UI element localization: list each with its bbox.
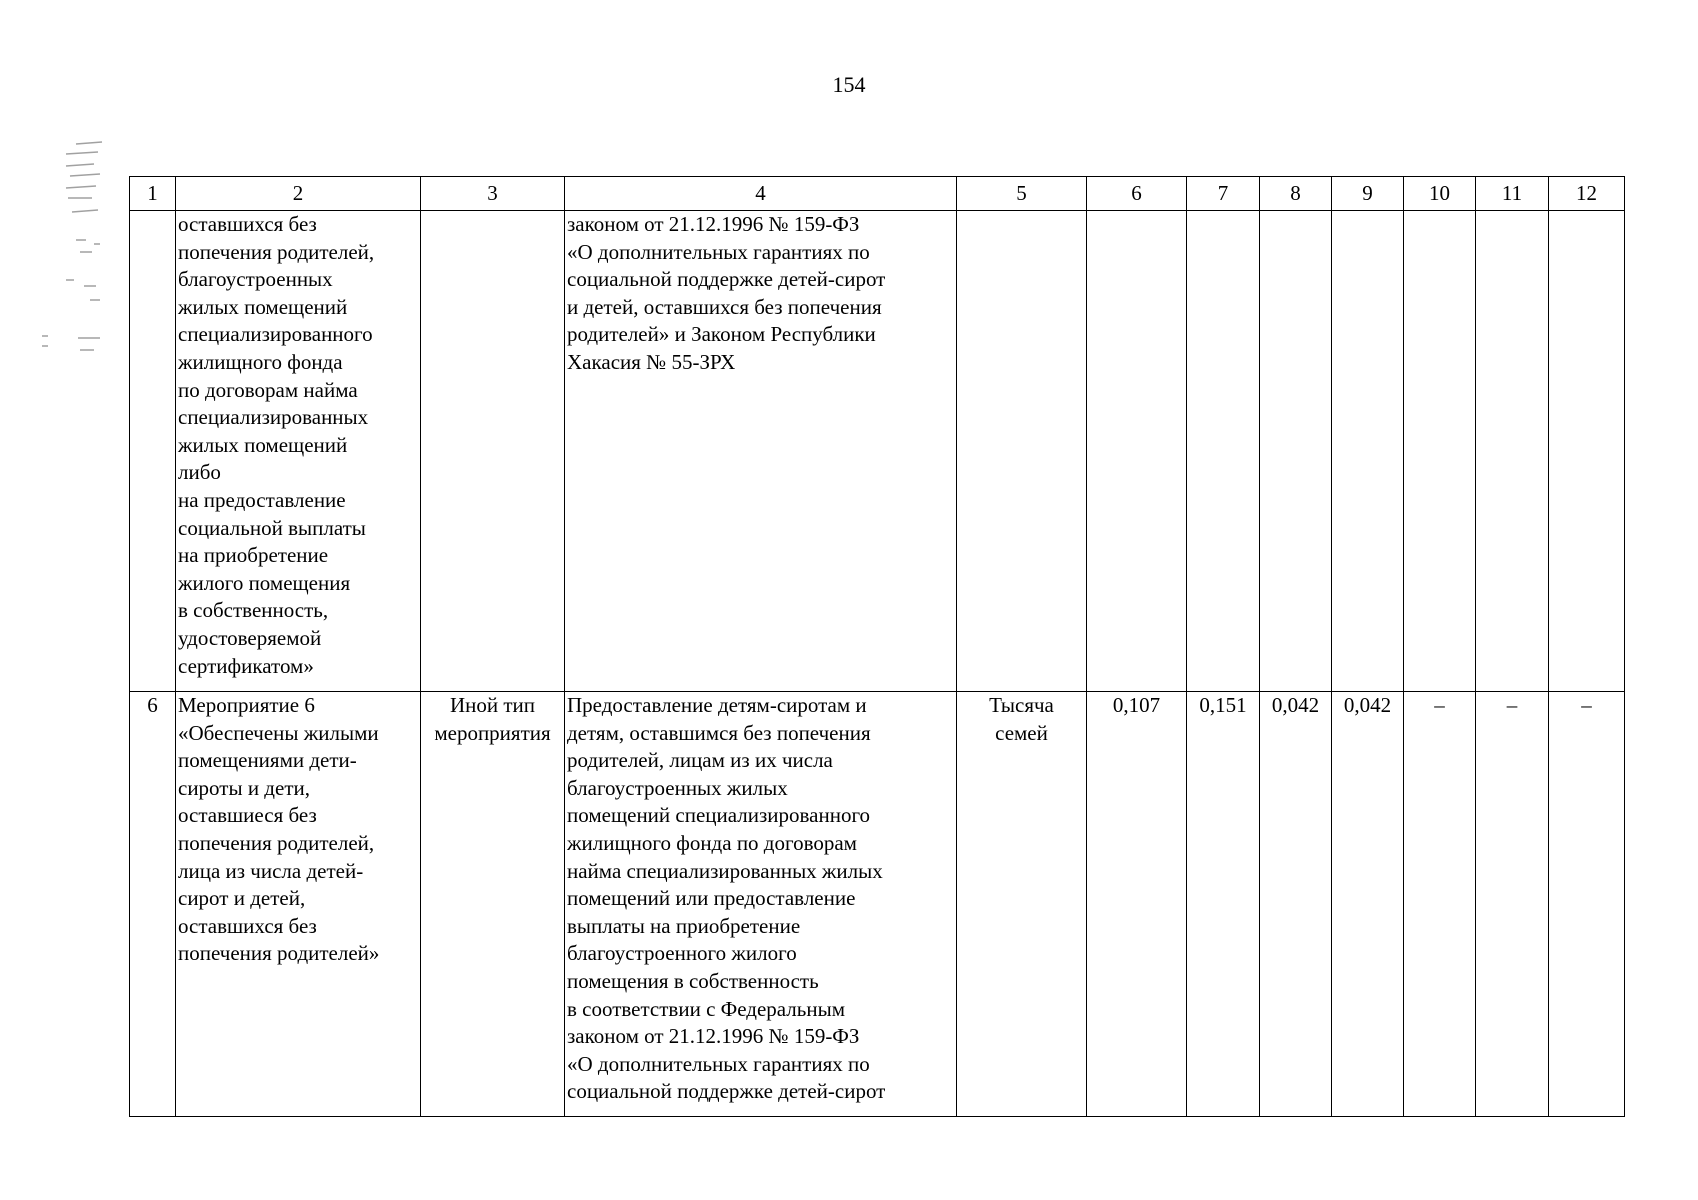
- column-header: 12: [1549, 177, 1625, 211]
- value-cell-11: [1476, 211, 1549, 692]
- table-row: [130, 692, 1625, 1117]
- column-header: 8: [1260, 177, 1332, 211]
- value-cell-6: [1087, 211, 1187, 692]
- value-cell-10: –: [1404, 692, 1476, 1117]
- value-cell-7: [1187, 211, 1260, 692]
- table-row: [130, 211, 1625, 692]
- column-header: 11: [1476, 177, 1549, 211]
- page-number: 154: [832, 72, 866, 97]
- unit-cell: Тысяча семей: [957, 692, 1087, 1117]
- value-cell-7: 0,151: [1187, 692, 1260, 1117]
- measure-name-cell: Мероприятие 6 «Обеспечены жилыми помещениями дети- сироты и дети, оставшиеся без попечения родителей, лица из числа детей- сирот и детей, оставшихся без попечения родителей»: [176, 692, 421, 1117]
- column-header: 1: [130, 177, 176, 211]
- program-table: [129, 176, 1625, 1117]
- row-number-cell: 6: [130, 692, 176, 1117]
- measure-name-cell: оставшихся без попечения родителей, благоустроенных жилых помещений специализированного жилищного фонда по договорам найма специализированных жилых помещений либо на предоставление социальной выплаты на приобретение жилого помещения в собственность, удостоверяемой сертификатом»: [176, 211, 421, 692]
- column-header: 7: [1187, 177, 1260, 211]
- unit-cell: [957, 211, 1087, 692]
- value-cell-12: –: [1549, 692, 1625, 1117]
- value-cell-8: 0,042: [1260, 692, 1332, 1117]
- value-cell-9: 0,042: [1332, 692, 1404, 1117]
- column-header-row: [130, 177, 1625, 211]
- value-cell-12: [1549, 211, 1625, 692]
- column-header: 5: [957, 177, 1087, 211]
- measure-type-cell: [421, 211, 565, 692]
- value-cell-10: [1404, 211, 1476, 692]
- row-number-cell: [130, 211, 176, 692]
- column-header: 10: [1404, 177, 1476, 211]
- column-header: 4: [565, 177, 957, 211]
- column-header: 9: [1332, 177, 1404, 211]
- value-cell-9: [1332, 211, 1404, 692]
- measure-type-cell: Иной тип мероприятия: [421, 692, 565, 1117]
- value-cell-11: –: [1476, 692, 1549, 1117]
- measure-description-cell: законом от 21.12.1996 № 159-ФЗ «О дополнительных гарантиях по социальной поддержке детей-сирот и детей, оставшихся без попечения родителей» и Законом Республики Хакасия № 55-ЗРХ: [565, 211, 957, 692]
- measure-description-cell: Предоставление детям-сиротам и детям, оставшимся без попечения родителей, лицам из их числа благоустроенных жилых помещений специализированного жилищного фонда по договорам найма специализированных жилых помещений или предоставление выплаты на приобретение благоустроенного жилого помещения в собственность в соответствии с Федеральным законом от 21.12.1996 № 159-ФЗ «О дополнительных гарантиях по социальной поддержке детей-сирот: [565, 692, 957, 1117]
- column-header: 2: [176, 177, 421, 211]
- column-header: 3: [421, 177, 565, 211]
- column-header: 6: [1087, 177, 1187, 211]
- value-cell-8: [1260, 211, 1332, 692]
- value-cell-6: 0,107: [1087, 692, 1187, 1117]
- scan-artifact-mark: [36, 140, 106, 360]
